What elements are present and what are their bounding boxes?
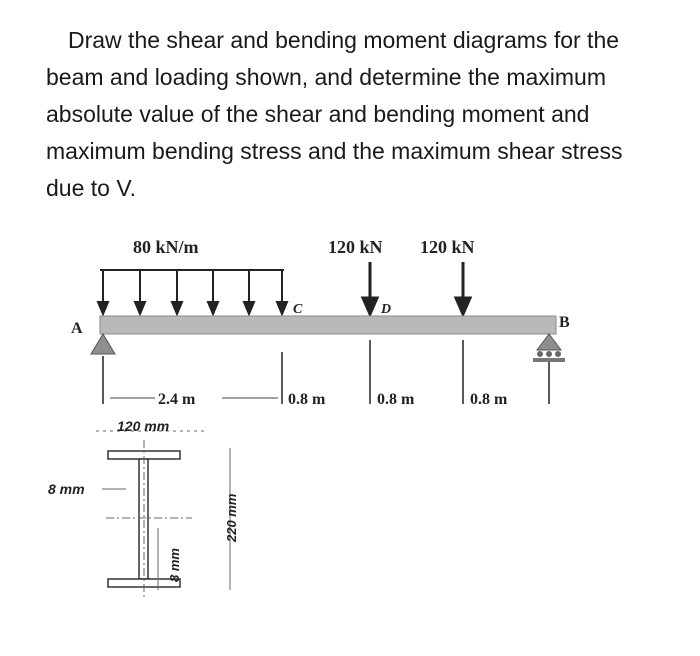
- dimension-0-8m-3: 0.8 m: [470, 391, 508, 408]
- point-d-label: D: [381, 302, 392, 317]
- point-load-1-arrow: [363, 262, 377, 314]
- flange-thickness-label: 8 mm: [48, 481, 85, 497]
- point-load-1-label: 120 kN: [328, 237, 383, 257]
- distributed-load-label: 80 kN/m: [133, 237, 199, 257]
- point-load-2-label: 120 kN: [420, 237, 475, 257]
- distributed-load: [98, 270, 287, 314]
- point-a-label: A: [71, 320, 83, 337]
- roller-support-b: [533, 334, 565, 404]
- i-section: [48, 418, 239, 598]
- flange-width-label: 120 mm: [117, 418, 170, 434]
- depth-label: 220 mm: [224, 493, 239, 542]
- point-b-label: B: [559, 314, 570, 331]
- point-c-label: C: [293, 302, 303, 317]
- dimension-2-4m: 2.4 m: [158, 391, 196, 408]
- point-load-2-arrow: [456, 262, 470, 314]
- web-thickness-label: 8 mm: [167, 548, 182, 582]
- pin-support-a: [91, 334, 115, 404]
- beam: [100, 316, 556, 334]
- dimension-0-8m-2: 0.8 m: [377, 391, 415, 408]
- dimension-0-8m-1: 0.8 m: [288, 391, 326, 408]
- problem-statement: Draw the shear and bending moment diagrams for the beam and loading shown, and determine the maximum absolute value of the shear and bending moment and maximum bending stress and the maximum shear stress due to V.: [46, 27, 623, 201]
